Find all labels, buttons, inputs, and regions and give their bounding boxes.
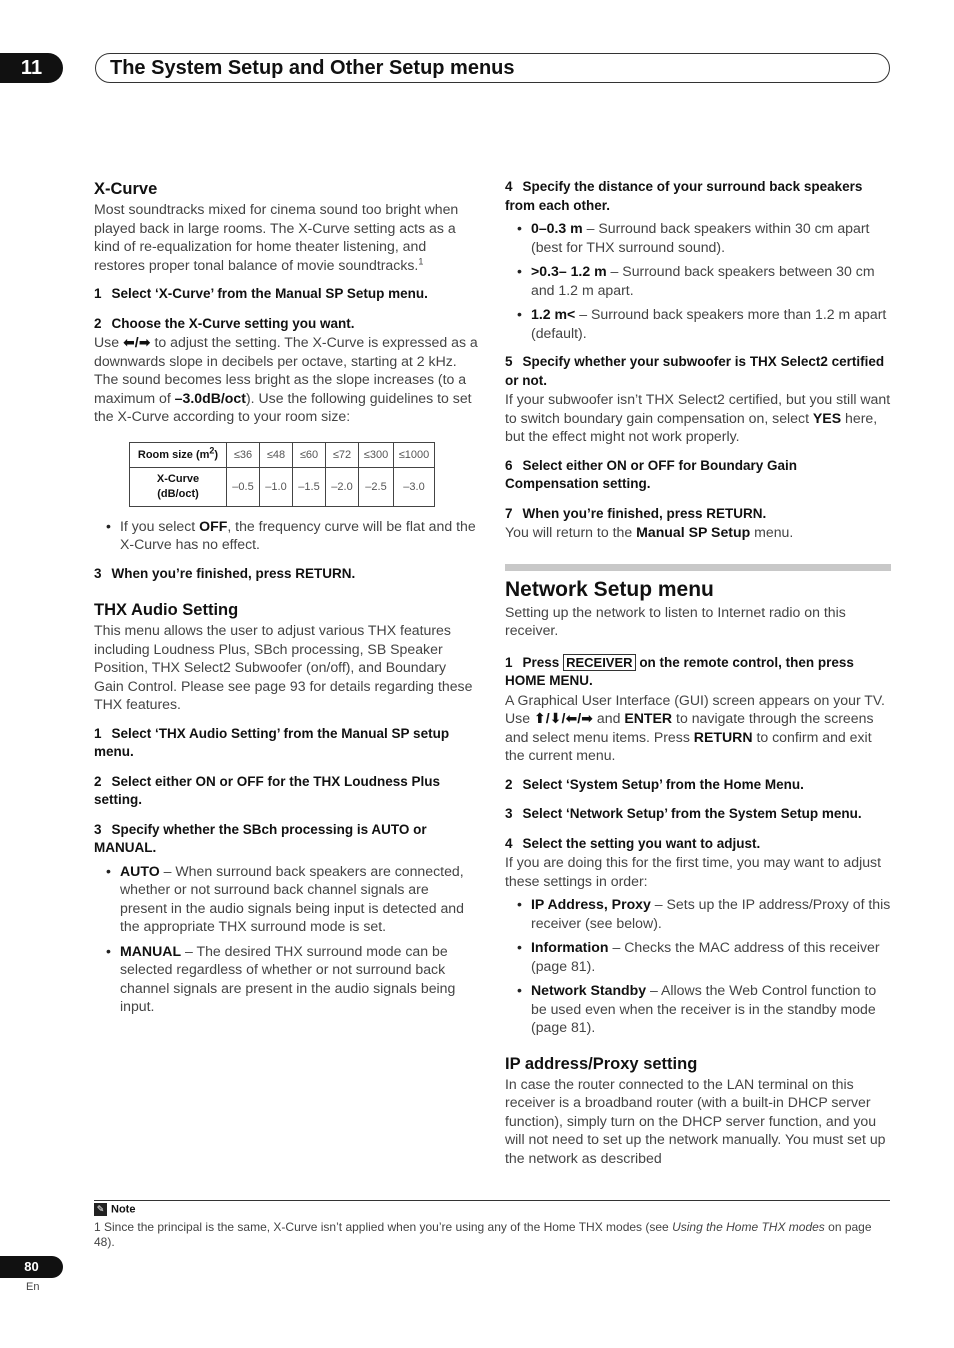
table-cell: –3.0 xyxy=(394,467,435,506)
subwoofer-body: If your subwoofer isn’t THX Select2 certified, but you still want to switch boundary gain compensation on, select YES here, but the effect might not work properly. xyxy=(505,391,891,444)
table-cell: ≤60 xyxy=(293,442,326,467)
step-select-setting: 4 Select the setting you want to adjust. xyxy=(505,835,761,851)
section-divider xyxy=(505,564,891,571)
table-cell: –1.0 xyxy=(260,467,293,506)
arrow-keys-icons: ⬆/⬇/⬅/➡ xyxy=(534,710,593,726)
left-right-arrow-icons: ⬅/➡ xyxy=(123,334,151,350)
table-cell: –0.5 xyxy=(227,467,260,506)
auto-bullet: • AUTO – When surround back speakers are connected, whether or not surround back channel signals are present in the audio signals being input is detected and the appropriate THX surround mode is set. xyxy=(94,862,478,936)
left-column xyxy=(94,178,478,1016)
chapter-title: The System Setup and Other Setup menus xyxy=(110,57,515,79)
distance-bullet-2: • >0.3– 1.2 m – Surround back speakers between 30 cm and 1.2 m apart. xyxy=(505,262,891,299)
finish-thx-body: You will return to the Manual SP Setup menu. xyxy=(505,524,794,540)
language-code: En xyxy=(26,1281,40,1293)
off-bullet: • If you select OFF, the frequency curve will be flat and the X-Curve has no effect. xyxy=(94,517,478,554)
xcurve-intro: Most soundtracks mixed for cinema sound too bright when played back in large rooms. The X-Curve setting acts as a kind of re-equalization for home theater listening, and restores proper tonal balance of movie soundtracks.$^1$ xyxy=(94,201,459,273)
table-cell: ≤300 xyxy=(359,442,394,467)
xcurve-header: X-Curve (dB/oct) xyxy=(130,467,227,506)
table-row xyxy=(130,442,435,467)
right-column xyxy=(505,178,891,1167)
step-loudness-plus: 2 Select either ON or OFF for the THX Loudness Plus setting. xyxy=(94,773,441,807)
step-sbch-processing: 3 Specify whether the SBch processing is AUTO or MANUAL. xyxy=(94,821,427,855)
chapter-number: 11 xyxy=(0,53,63,83)
network-setup-heading: Network Setup menu xyxy=(505,577,714,601)
thx-intro: This menu allows the user to adjust various THX features including Loudness Plus, SBch processing, SB Speaker Position, THX Select2 Subwoofer (on/off), and Boundary Gain Control. Please see page 93 for details regarding these THX features. xyxy=(94,622,473,712)
network-standby-bullet: • Network Standby – Allows the Web Control function to be used even when the receiver is in the standby mode (page 81). xyxy=(505,981,891,1037)
step-select-thx: 1 Select ‘THX Audio Setting’ from the Manual SP setup menu. xyxy=(94,725,450,759)
footer-divider xyxy=(94,1200,890,1201)
table-cell: –2.5 xyxy=(359,467,394,506)
step-select-xcurve: 1 Select ‘X-Curve’ from the Manual SP Setup menu. xyxy=(94,286,428,301)
information-bullet: • Information – Checks the MAC address of this receiver (page 81). xyxy=(505,938,891,975)
ip-proxy-bullet: • IP Address, Proxy – Sets up the IP address/Proxy of this receiver (see below). xyxy=(505,895,891,932)
footnote-text: 1 Since the principal is the same, X-Curve isn’t applied when you’re using any of the Home THX modes (see Using the Home THX modes on page 48). xyxy=(94,1220,872,1249)
chapter-title-bar xyxy=(95,53,890,83)
step-boundary-gain: 6 Select either ON or OFF for Boundary Gain Compensation setting. xyxy=(505,457,798,491)
step-system-setup: 2 Select ‘System Setup’ from the Home Menu. xyxy=(505,776,804,792)
setting-body: If you are doing this for the first time, you may want to adjust these settings in order: xyxy=(505,854,882,889)
note-label: ✎ Note xyxy=(94,1203,135,1216)
xcurve-table xyxy=(129,442,435,507)
table-cell: ≤72 xyxy=(326,442,359,467)
table-cell: –2.0 xyxy=(326,467,359,506)
step-choose-xcurve: 2 Choose the X-Curve setting you want. xyxy=(94,315,355,331)
step-press-receiver: 1 Press RECEIVER on the remote control, then press HOME MENU. xyxy=(505,654,854,688)
table-cell: –1.5 xyxy=(293,467,326,506)
table-cell: ≤1000 xyxy=(394,442,435,467)
table-row xyxy=(130,467,435,506)
distance-bullet-1: • 0–0.3 m – Surround back speakers within 30 cm apart (best for THX surround sound). xyxy=(505,219,891,256)
xcurve-usage: Use ⬅/➡ to adjust the setting. The X-Curve is expressed as a downwards slope in decibels per octave, starting at 2 kHz. The sound becomes less bright as the slope increases (to a maximum of –3.0dB/oct). Use the following guidelines to set the X-Curve according to your room size: xyxy=(94,334,478,424)
thx-heading: THX Audio Setting xyxy=(94,601,239,619)
gui-body: A Graphical User Interface (GUI) screen appears on your TV. Use ⬆/⬇/⬅/➡ and ENTER to navigate through the screens and select menu items. Press RETURN to confirm and exit the current menu. xyxy=(505,691,885,763)
footnote-ref[interactable]: 1 xyxy=(418,255,424,266)
page-number: 80 xyxy=(0,1256,63,1278)
step-subwoofer-select2: 5 Specify whether your subwoofer is THX Select2 certified or not. xyxy=(505,354,885,388)
distance-bullet-3: • 1.2 m< – Surround back speakers more than 1.2 m apart (default). xyxy=(505,305,891,342)
receiver-key: RECEIVER xyxy=(563,654,635,671)
note-pencil-icon: ✎ xyxy=(94,1203,107,1216)
table-cell: ≤48 xyxy=(260,442,293,467)
table-cell: ≤36 xyxy=(227,442,260,467)
ip-proxy-body: In case the router connected to the LAN terminal on this receiver is a broadband router (with a built-in DHCP server function), simply turn on the DHCP server function, and you will not need to set up the network manually. You must set up the network as described xyxy=(505,1075,886,1166)
manual-bullet: • MANUAL – The desired THX surround mode can be selected regardless of whether or not surround back channel signals are present in the audio signals being input. xyxy=(94,942,478,1016)
step-sb-distance: 4 Specify the distance of your surround back speakers from each other. xyxy=(505,179,863,213)
xcurve-heading: X-Curve xyxy=(94,180,158,198)
room-size-header: Room size $(m^2)$ xyxy=(130,442,227,467)
step-finish-thx: 7 When you’re finished, press RETURN. xyxy=(505,505,767,521)
network-intro: Setting up the network to listen to Internet radio on this receiver. xyxy=(505,603,846,638)
ip-proxy-heading: IP address/Proxy setting xyxy=(505,1054,698,1073)
step-finish-xcurve: 3 When you’re finished, press RETURN. xyxy=(94,565,356,581)
step-network-setup: 3 Select ‘Network Setup’ from the System Setup menu. xyxy=(505,806,862,821)
